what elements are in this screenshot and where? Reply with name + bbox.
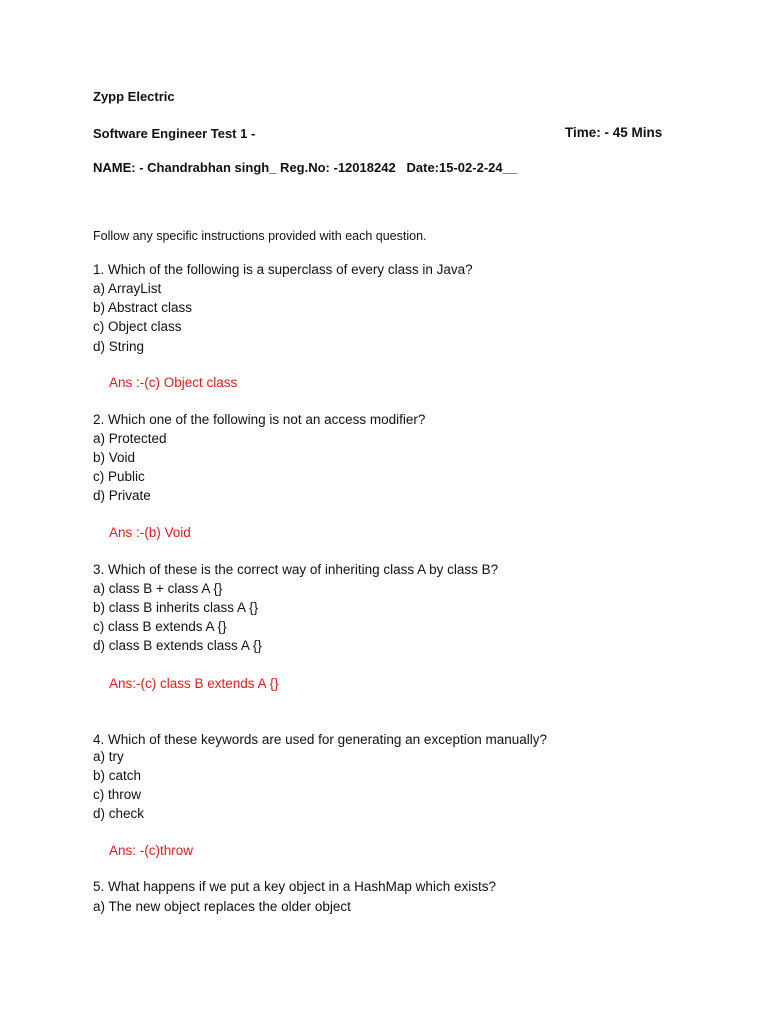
q4-answer: Ans: -(c)throw <box>109 843 194 858</box>
q2-option-c: c) Public <box>93 469 145 484</box>
question-3: 3. Which of these is the correct way of inheriting class A by class B? <box>93 562 499 577</box>
q1-option-d: d) String <box>93 339 145 354</box>
company-name: Zypp Electric <box>93 89 175 104</box>
q5-option-a: a) The new object replaces the older object <box>93 899 351 914</box>
q4-option-b: b) catch <box>93 768 142 783</box>
q3-option-b: b) class B inherits class A {} <box>93 600 259 615</box>
instructions-text: Follow any specific instructions provided with each question. <box>93 229 427 243</box>
test-title: Software Engineer Test 1 - <box>93 126 256 141</box>
test-time: Time: - 45 Mins <box>565 125 663 140</box>
q1-answer: Ans :-(c) Object class <box>109 375 238 390</box>
q3-option-c: c) class B extends A {} <box>93 619 227 634</box>
question-5: 5. What happens if we put a key object in a HashMap which exists? <box>93 879 496 894</box>
candidate-details: NAME: - Chandrabhan singh_ Reg.No: -12018242 Date:15-02-2-24__ <box>93 160 518 175</box>
q2-option-b: b) Void <box>93 450 136 465</box>
question-2: 2. Which one of the following is not an access modifier? <box>93 412 426 427</box>
q1-option-a: a) ArrayList <box>93 281 162 296</box>
q2-option-a: a) Protected <box>93 431 167 446</box>
q3-answer: Ans:-(c) class B extends A {} <box>109 676 279 691</box>
q1-option-c: c) Object class <box>93 319 182 334</box>
q4-option-a: a) try <box>93 749 124 764</box>
question-1: 1. Which of the following is a superclass of every class in Java? <box>93 262 473 277</box>
q2-answer: Ans :-(b) Void <box>109 525 191 540</box>
q4-option-c: c) throw <box>93 787 142 802</box>
q3-option-d: d) class B extends class A {} <box>93 638 262 653</box>
q4-option-d: d) check <box>93 806 145 821</box>
question-4: 4. Which of these keywords are used for generating an exception manually? <box>93 732 548 747</box>
q2-option-d: d) Private <box>93 488 151 503</box>
q1-option-b: b) Abstract class <box>93 300 193 315</box>
q3-option-a: a) class B + class A {} <box>93 581 223 596</box>
